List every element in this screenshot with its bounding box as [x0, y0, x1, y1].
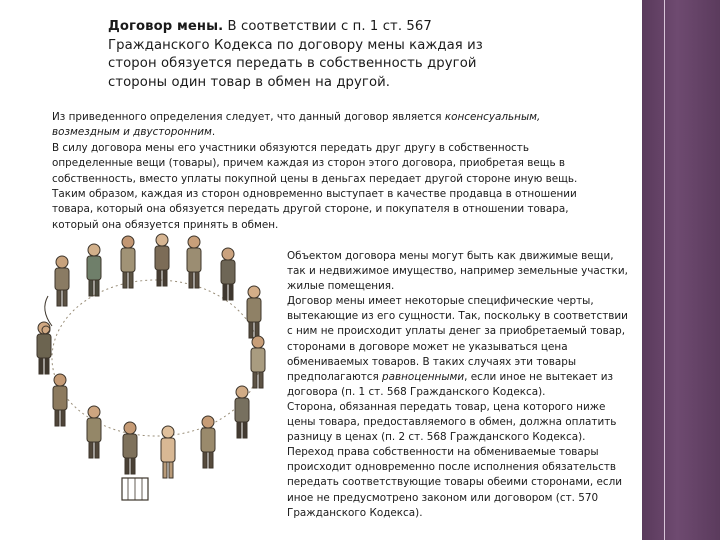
features-text: Договор мены имеет некоторые специфические черты, вытекающие из его сущности. Так, поскольку в соответствии с ним не происходит уплаты денег за приобретаемый товар, сторонами в договоре может не указываться цена обмениваемых товаров. В таких случаях эти товары предполагаются: [287, 295, 628, 383]
definition-explanation: [52, 110, 604, 233]
title-definition: В соответствии с п. 1 ст. 567 Гражданского Кодекса по договору мены каждая из сторон обязуется передать в собственность другой стороны один товар в обмен на другой.: [108, 19, 483, 90]
contract-details: [287, 249, 632, 521]
characteristics-intro: Из приведенного определения следует, что данный договор является: [52, 111, 445, 123]
characteristics-end: .: [211, 126, 216, 139]
objects-paragraph: Объектом договора мены могут быть как движимые вещи, так и недвижимое имущество, например земельные участки, жилые помещения.: [287, 250, 628, 293]
equivalent-term: равноценными: [382, 370, 465, 383]
decorative-sidebar: [642, 0, 720, 540]
obligations-paragraph: В силу договора мены его участники обязуются передать друг другу в собственность определенные вещи (товары), причем каждая из сторон этого договора, приобретая вещь в собственность, вместо уплаты покупной цены в деньгах передает другой стороне иную вещь.: [52, 141, 578, 185]
sidebar-divider-line: [664, 0, 665, 540]
slide-title-block: [108, 18, 488, 92]
price-difference-paragraph: Сторона, обязанная передать товар, цена которого ниже цены товара, предоставляемого в обмен, должна оплатить разницу в ценах (п. 2 ст. 568 Гражданского Кодекса).: [287, 400, 617, 444]
seller-buyer-paragraph: Таким образом, каждая из сторон одновременно выступает в качестве продавца в отношении товара, который она обязуется передать другой стороне, и покупателя в отношении товара, который она обязуется принять в обмен.: [52, 188, 577, 231]
features-end: , если иное не вытекает из договора (п. 1 ст. 568 Гражданского Кодекса).: [287, 370, 614, 398]
ownership-transfer-paragraph: Переход права собственности на обмениваемые товары происходит одновременно после исполнения обязательств передать соответствующие товары обеими сторонами, если иное не предусмотрено законом или договором (ст. 570 Гражданского Кодекса).: [287, 446, 623, 519]
characteristics-terms: консенсуальным, возмездным и двусторонним: [52, 111, 541, 139]
title-term: Договор мены.: [108, 19, 224, 34]
exchange-circle-illustration: [28, 226, 284, 528]
contract-characteristics: [52, 110, 604, 141]
features-paragraph: [287, 294, 632, 400]
